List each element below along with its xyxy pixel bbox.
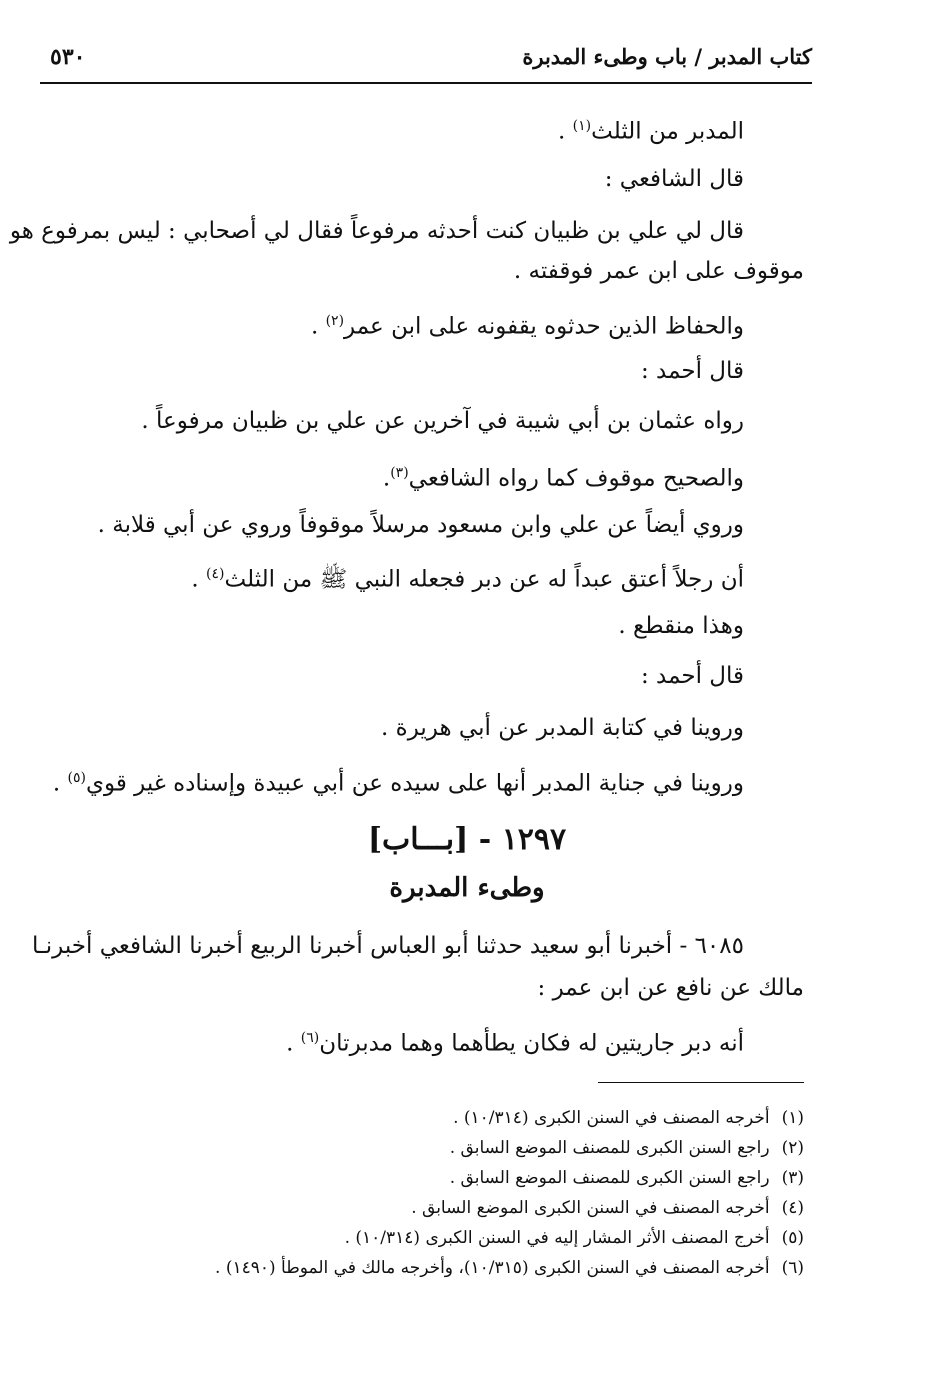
paragraph: أنه دبر جاريتين له فكان يطأهما وهما مدبرتان$^{(٦)}$ . bbox=[286, 1030, 744, 1057]
paragraph: والحفاظ الذين حدثوه يقفونه على ابن عمر$^{(٢)}$ . bbox=[310, 313, 744, 340]
paragraph-continuation: مالك عن نافع عن ابن عمر : bbox=[537, 975, 804, 1001]
footnote: (٤)أخرجه المصنف في السنن الكبرى الموضع السابق . bbox=[411, 1198, 804, 1218]
footnote: (١)أخرجه المصنف في السنن الكبرى (١٠/٣١٤) . bbox=[453, 1108, 804, 1128]
paragraph-continuation: موقوف على ابن عمر فوقفته . bbox=[513, 258, 804, 284]
footnote: (٦)أخرجه المصنف في السنن الكبرى (١٠/٣١٥)، وأخرجه مالك في الموطأ (١٤٩٠) . bbox=[215, 1258, 804, 1278]
paragraph: قال الشافعي : bbox=[604, 166, 744, 192]
paragraph: وروينا في كتابة المدبر عن أبي هريرة . bbox=[381, 715, 744, 741]
paragraph: رواه عثمان بن أبي شيبة في آخرين عن علي بن ظبيان مرفوعاً . bbox=[141, 408, 744, 434]
footnote-divider bbox=[598, 1082, 804, 1083]
page-number: ٥٣٠ bbox=[50, 44, 86, 70]
paragraph: المدبر من الثلث$^{(١)}$ . bbox=[558, 118, 744, 145]
paragraph: وروينا في جناية المدبر أنها على سيده عن أبي عبيدة وإسناده غير قوي$^{(٥)}$ . bbox=[52, 770, 744, 797]
section-number: ١٢٩٧ - [بـــاب] bbox=[367, 822, 567, 857]
paragraph: والصحيح موقوف كما رواه الشافعي$^{(٣)}$. bbox=[382, 465, 744, 492]
paragraph: أن رجلاً أعتق عبداً له عن دبر فجعله النبي ﷺ من الثلث$^{(٤)}$ . bbox=[191, 566, 744, 593]
footnote: (٥)أخرج المصنف الأثر المشار إليه في السنن الكبرى (١٠/٣١٤) . bbox=[344, 1228, 804, 1248]
footnote-ref: (٣) bbox=[390, 465, 409, 481]
footnote-ref: (٤) bbox=[206, 566, 225, 582]
footnote: (٢)راجع السنن الكبرى للمصنف الموضع السابق . bbox=[449, 1138, 804, 1158]
header-title: كتاب المدبر / باب وطىء المدبرة bbox=[522, 44, 812, 69]
paragraph: وروي أيضاً عن علي وابن مسعود مرسلاً موقوفاً وروي عن أبي قلابة . bbox=[97, 512, 744, 538]
footnote-ref: (٢) bbox=[325, 313, 345, 329]
paragraph: وهذا منقطع . bbox=[618, 613, 744, 639]
footnote: (٣)راجع السنن الكبرى للمصنف الموضع السابق . bbox=[449, 1168, 804, 1188]
paragraph: قال أحمد : bbox=[640, 358, 744, 384]
running-header bbox=[40, 38, 812, 84]
paragraph: قال لي علي بن ظبيان كنت أحدثه مرفوعاً فقال لي أصحابي : ليس بمرفوع هو bbox=[9, 218, 744, 244]
footnote-ref: (٥) bbox=[67, 770, 86, 786]
footnote-ref: (٦) bbox=[300, 1030, 320, 1046]
hadith-paragraph: ٦٠٨٥ - أخبرنا أبو سعيد حدثنا أبو العباس أخبرنا الربيع أخبرنا الشافعي أخبرنـا bbox=[32, 933, 744, 959]
paragraph: قال أحمد : bbox=[640, 663, 744, 689]
section-title: وطىء المدبرة bbox=[389, 873, 545, 903]
footnote-ref: (١) bbox=[572, 118, 592, 134]
